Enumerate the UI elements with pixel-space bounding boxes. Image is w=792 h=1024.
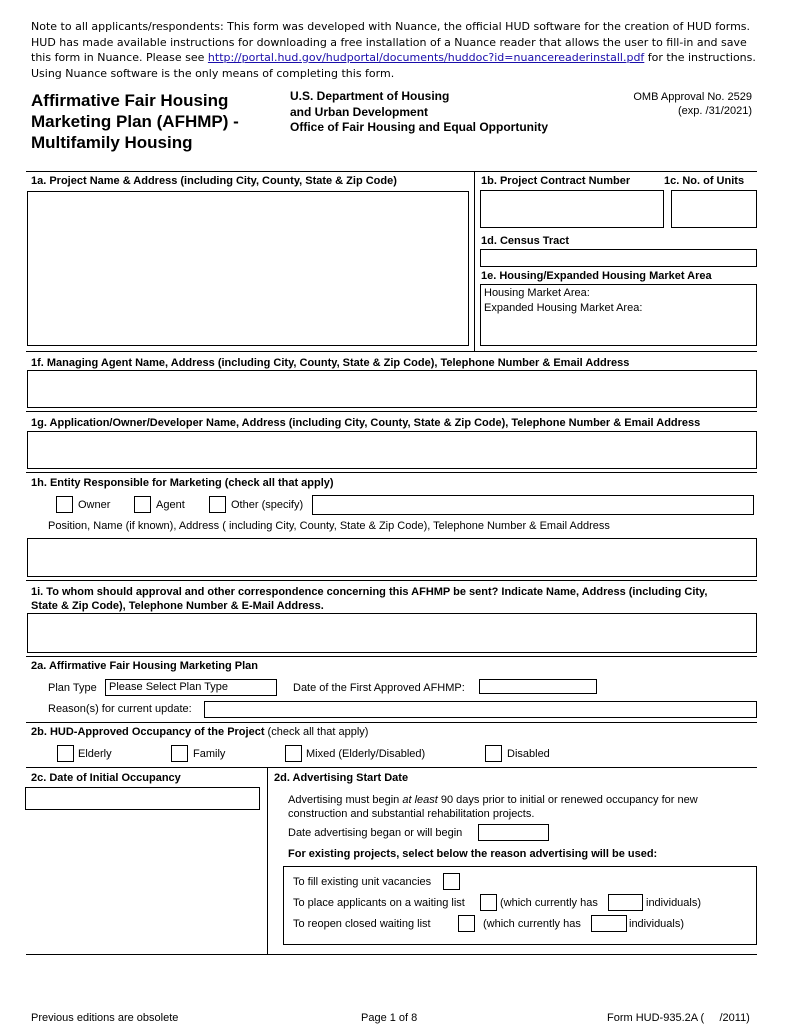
reasons-field[interactable] (204, 701, 757, 718)
reasons-label: Reason(s) for current update: (48, 703, 192, 715)
label-1i (31, 585, 707, 613)
fill-vacancies-checkbox[interactable] (443, 873, 460, 890)
divider-2b (26, 722, 757, 723)
nuance-instructions-link[interactable]: http://portal.hud.gov/hudportal/documents/huddoc?id=nuancereaderinstall.pdf (207, 51, 645, 64)
individuals-label-1: individuals) (646, 897, 702, 909)
currently-has-label-1: (which currently has (500, 897, 598, 909)
note-text-before: Note to all applicants/respondents: This form was developed with Nuance, the official HUD software for the creation of HUD forms. HUD has made available instructions for downloading a free installation of a Nuance reader that allows the user to fill-in and save this form in Nuance. Please see (31, 20, 751, 64)
label-2c: 2c. Date of Initial Occupancy (31, 772, 181, 784)
disabled-checkbox[interactable] (485, 745, 502, 762)
divider-2c-2d (267, 767, 268, 955)
label-1e: 1e. Housing/Expanded Housing Market Area (481, 270, 712, 282)
omb-number: OMB Approval No. 2529 (633, 91, 752, 103)
divider-1h (26, 472, 757, 473)
footer-form-number: Form HUD-935.2A ( /2011) (607, 1012, 750, 1024)
elderly-label: Elderly (78, 748, 112, 760)
divider-1g (26, 411, 757, 412)
place-applicants-label: To place applicants on a waiting list (293, 897, 465, 909)
reopen-waiting-list-label: To reopen closed waiting list (293, 918, 431, 930)
place-applicants-checkbox[interactable] (480, 894, 497, 911)
divider-1f (26, 351, 757, 352)
fill-vacancies-label: To fill existing unit vacancies (293, 876, 432, 888)
label-1h: 1h. Entity Responsible for Marketing (check all that apply) (31, 477, 334, 489)
divider-2c (26, 767, 757, 768)
closed-list-count-field[interactable] (591, 915, 627, 932)
mixed-checkbox[interactable] (285, 745, 302, 762)
census-tract-field[interactable] (480, 249, 757, 267)
owner-label: Owner (78, 499, 111, 511)
date-advertising-label: Date advertising began or will begin (288, 827, 463, 839)
footer-page-number: Page 1 of 8 (361, 1012, 418, 1024)
form-title (31, 90, 239, 153)
existing-projects-label: For existing projects, select below the reason advertising will be used: (288, 848, 658, 860)
project-name-address-field[interactable] (27, 191, 469, 346)
label-1c: 1c. No. of Units (664, 175, 745, 187)
project-contract-number-field[interactable] (480, 190, 664, 228)
label-2b-bold: 2b. HUD-Approved Occupancy of the Project (31, 726, 265, 738)
reopen-waiting-list-checkbox[interactable] (458, 915, 475, 932)
title-line-2: Marketing Plan (AFHMP) - (31, 112, 239, 131)
label-2a: 2a. Affirmative Fair Housing Marketing Plan (31, 660, 258, 672)
agency-line-2: and Urban Development (290, 104, 429, 119)
label-2b (31, 726, 368, 738)
other-specify-field[interactable] (312, 495, 754, 515)
nuance-note (31, 19, 761, 81)
agency-line-3: Office of Fair Housing and Equal Opportunity (290, 120, 548, 134)
waiting-list-count-field[interactable] (608, 894, 643, 911)
other-label: Other (specify) (231, 499, 304, 511)
plan-type-select[interactable]: Please Select Plan Type (105, 679, 277, 696)
family-checkbox[interactable] (171, 745, 188, 762)
advertising-text-b: 90 days prior to initial or renewed occupancy for new (437, 794, 698, 806)
initial-occupancy-date-field[interactable] (25, 787, 260, 810)
label-2b-rest: (check all that apply) (264, 726, 369, 738)
advertising-text-line-2: construction and substantial rehabilitation projects. (288, 808, 535, 820)
advertising-text-emphasis: at least (402, 794, 438, 806)
elderly-checkbox[interactable] (57, 745, 74, 762)
housing-market-area-label: Housing Market Area: (484, 287, 590, 299)
date-first-approved-label: Date of the First Approved AFHMP: (293, 682, 465, 694)
label-1i-line-1: 1i. To whom should approval and other correspondence concerning this AFHMP be sent? Indicate Name, Address (including City, (31, 586, 708, 598)
label-1a: 1a. Project Name & Address (including City, County, State & Zip Code) (31, 175, 397, 187)
label-1g: 1g. Application/Owner/Developer Name, Address (including City, County, State & Zip Code), Telephone Number & Email Address (31, 417, 701, 429)
agency-name (290, 89, 548, 136)
individuals-label-2: individuals) (629, 918, 685, 930)
agent-label: Agent (156, 499, 185, 511)
label-1d: 1d. Census Tract (481, 235, 570, 247)
plan-type-label: Plan Type (48, 682, 97, 694)
marketing-entity-details-field[interactable] (27, 538, 757, 577)
label-1i-line-2: State & Zip Code), Telephone Number & E-Mail Address. (31, 600, 324, 612)
managing-agent-field[interactable] (27, 370, 757, 408)
other-checkbox[interactable] (209, 496, 226, 513)
owner-checkbox[interactable] (56, 496, 73, 513)
divider-bottom (26, 954, 757, 955)
date-first-approved-field[interactable] (479, 679, 597, 694)
market-area-field[interactable] (480, 284, 757, 346)
correspondence-field[interactable] (27, 613, 757, 653)
title-line-3: Multifamily Housing (31, 133, 193, 152)
number-of-units-field[interactable] (671, 190, 757, 228)
advertising-text-a: Advertising must begin (288, 794, 403, 806)
agency-line-1: U.S. Department of Housing (290, 89, 450, 103)
divider-1a-right (474, 171, 475, 351)
date-advertising-field[interactable] (478, 824, 549, 841)
divider-1a (26, 171, 757, 172)
divider-1i (26, 580, 757, 581)
expanded-market-area-label: Expanded Housing Market Area: (484, 302, 643, 314)
label-1f: 1f. Managing Agent Name, Address (including City, County, State & Zip Code), Telephone Number & Email Address (31, 357, 630, 369)
mixed-label: Mixed (Elderly/Disabled) (306, 748, 426, 760)
omb-approval (560, 90, 752, 118)
note-text-after: for the instructions. Using Nuance software is the only means of completing this form. (31, 51, 756, 80)
advertising-requirement-text (288, 793, 698, 821)
label-1b: 1b. Project Contract Number (481, 175, 631, 187)
omb-expiration: (exp. /31/2021) (678, 105, 752, 117)
position-label: Position, Name (if known), Address ( including City, County, State & Zip Code), Telephone Number & Email Address (48, 520, 610, 532)
footer-obsolete-note: Previous editions are obsolete (31, 1012, 179, 1024)
title-line-1: Affirmative Fair Housing (31, 91, 229, 110)
family-label: Family (193, 748, 226, 760)
label-2d: 2d. Advertising Start Date (274, 772, 409, 784)
disabled-label: Disabled (507, 748, 550, 760)
divider-2a (26, 656, 757, 657)
currently-has-label-2: (which currently has (483, 918, 581, 930)
agent-checkbox[interactable] (134, 496, 151, 513)
owner-developer-field[interactable] (27, 431, 757, 469)
